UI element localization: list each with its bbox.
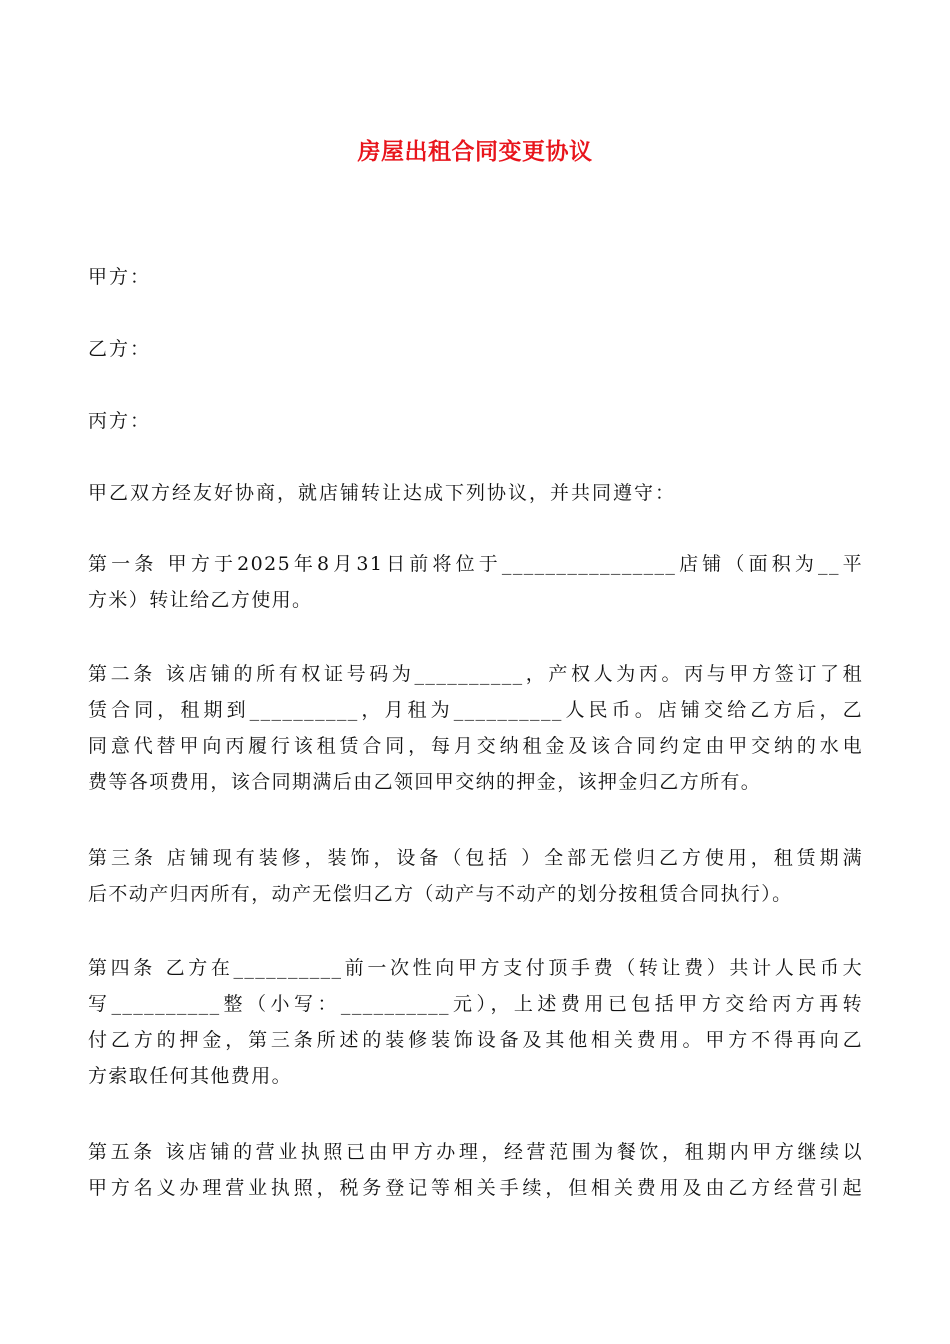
intro-paragraph: 甲乙双方经友好协商，就店铺转让达成下列协议，并共同遵守：: [88, 482, 677, 504]
clause-1-line-1: 第一条 甲方于2025年8月31日前将位于________________店铺（面积为__平: [88, 553, 863, 575]
document-title: 房屋出租合同变更协议: [357, 139, 593, 165]
party-b-line: 乙方：: [88, 338, 152, 360]
party-c-line: 丙方：: [88, 410, 152, 432]
clause-3: [88, 840, 863, 912]
clause-2-line-4: 费等各项费用，该合同期满后由乙领回甲交纳的押金，该押金归乙方所有。: [88, 771, 762, 793]
clause-3-line-1: 第三条 店铺现有装修，装饰，设备（包括 ）全部无偿归乙方使用，租赁期满: [88, 847, 863, 869]
clause-4-line-1: 第四条 乙方在__________前一次性向甲方支付顶手费（转让费）共计人民币大: [88, 957, 863, 979]
clause-4: [88, 950, 863, 1094]
clause-4-line-4: 方索取任何其他费用。: [88, 1065, 293, 1087]
clause-2-line-1: 第二条 该店铺的所有权证号码为__________，产权人为丙。丙与甲方签订了租: [88, 663, 863, 685]
clause-5-line-2: 甲方名义办理营业执照，税务登记等相关手续，但相关费用及由乙方经营引起: [88, 1177, 863, 1199]
clause-2-line-3: 同意代替甲向丙履行该租赁合同，每月交纳租金及该合同约定由甲交纳的水电: [88, 735, 863, 757]
clause-2: [88, 656, 863, 800]
clause-1-line-2: 方米）转让给乙方使用。: [88, 589, 313, 611]
clause-4-line-2: 写__________整（小写：__________元），上述费用已包括甲方交给丙方再转: [88, 993, 863, 1015]
clause-5: [88, 1134, 863, 1206]
clause-4-line-3: 付乙方的押金，第三条所述的装修装饰设备及其他相关费用。甲方不得再向乙: [88, 1029, 863, 1051]
party-a-line: 甲方：: [88, 266, 152, 288]
clause-2-line-2: 赁合同，租期到__________，月租为__________人民币。店铺交给乙方后，乙: [88, 699, 863, 721]
clause-5-line-1: 第五条 该店铺的营业执照已由甲方办理，经营范围为餐饮，租期内甲方继续以: [88, 1141, 863, 1163]
clause-1: [88, 546, 863, 618]
clause-3-line-2: 后不动产归丙所有，动产无偿归乙方（动产与不动产的划分按租赁合同执行）。: [88, 883, 793, 905]
